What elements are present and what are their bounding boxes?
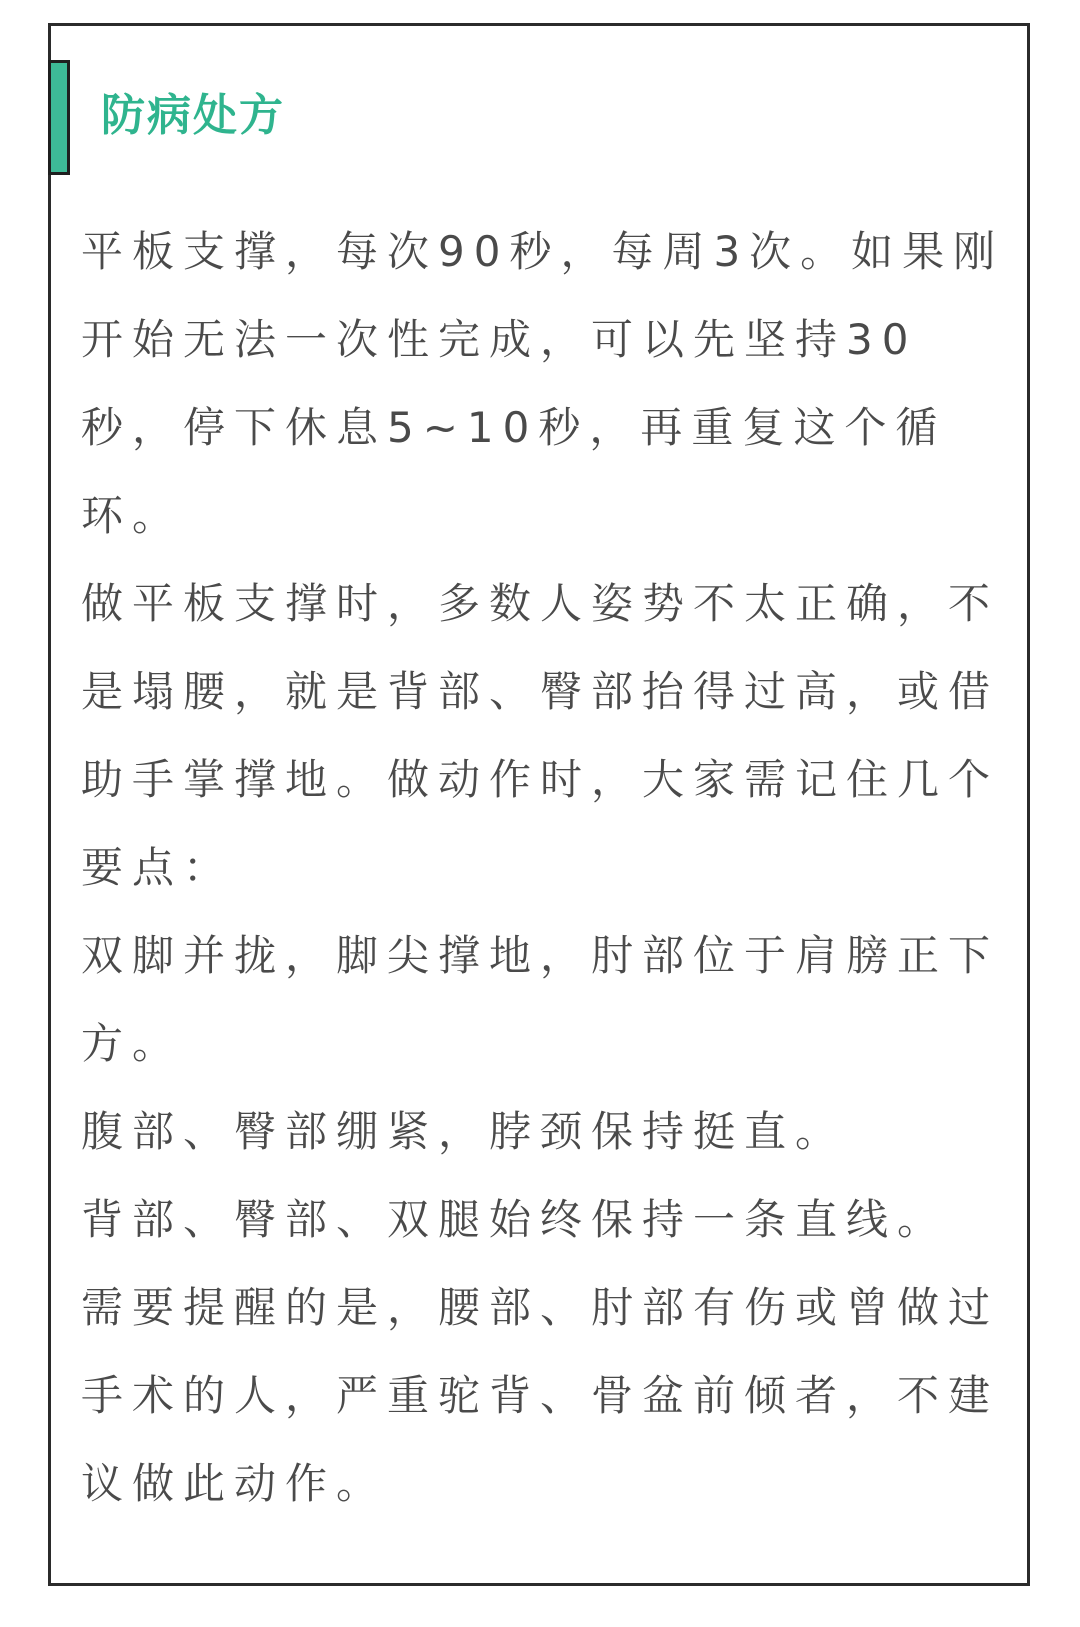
text-line: 平板支撑，每次90秒，每周3次。如果刚 [81, 227, 1005, 276]
text-line: 是塌腰，就是背部、臀部抬得过高，或借 [81, 667, 1000, 716]
text-line: 方。 [81, 1019, 184, 1068]
text-line: 腹部、臀部绷紧，脖颈保持挺直。 [81, 1107, 847, 1156]
text-line: 开始无法一次性完成，可以先坚持30 [81, 315, 918, 364]
content-card [48, 23, 1030, 1586]
text-line: 议做此动作。 [81, 1459, 388, 1508]
article-body [81, 208, 1003, 1528]
text-line: 背部、臀部、双腿始终保持一条直线。 [81, 1195, 949, 1244]
section-title: 防病处方 [101, 90, 285, 141]
text-line: 秒，停下休息5~10秒，再重复这个循 [81, 403, 947, 452]
text-line: 要点： [81, 843, 235, 892]
text-line: 助手掌撑地。做动作时，大家需记住几个 [81, 755, 1000, 804]
text-line: 做平板支撑时，多数人姿势不太正确，不 [81, 579, 1000, 628]
text-line: 手术的人，严重驼背、骨盆前倾者，不建 [81, 1371, 1000, 1420]
section-accent-bar [48, 60, 70, 175]
text-line: 双脚并拢，脚尖撑地，肘部位于肩膀正下 [81, 931, 1000, 980]
text-line: 环。 [81, 491, 184, 540]
text-line: 需要提醒的是，腰部、肘部有伤或曾做过 [81, 1283, 1000, 1332]
